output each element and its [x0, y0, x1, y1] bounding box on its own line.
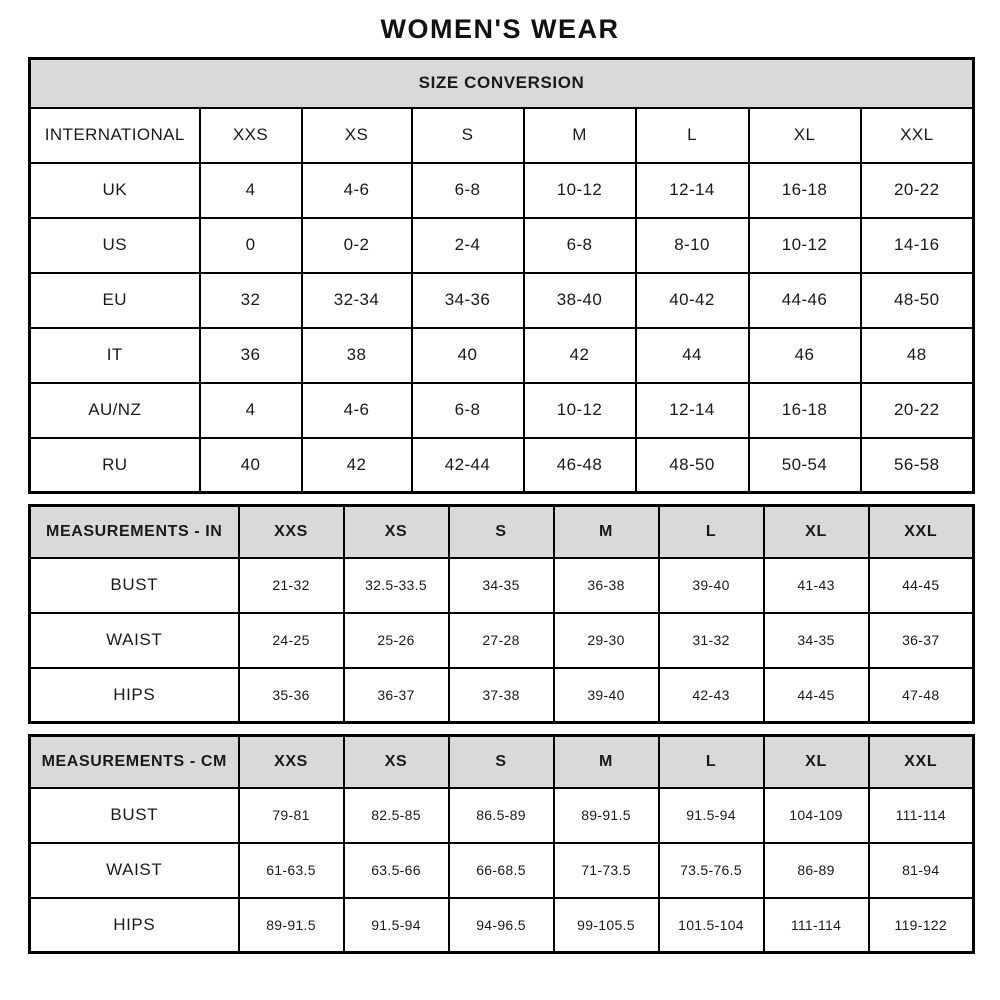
- size-value: 12-14: [636, 163, 749, 218]
- table-row-bust: [30, 788, 974, 843]
- measurement-value: 63.5-66: [344, 843, 449, 898]
- measurements-in-table: [28, 504, 975, 724]
- measurement-value: 21-32: [239, 558, 344, 613]
- measurements-in-header-row: [30, 506, 974, 558]
- measurement-value: 37-38: [449, 668, 554, 723]
- size-conversion-table: [28, 57, 975, 494]
- column-header-xxl: XXL: [869, 736, 974, 788]
- size-value: 10-12: [524, 163, 636, 218]
- size-value: 20-22: [861, 383, 974, 438]
- size-value: 42-44: [412, 438, 524, 493]
- measurement-value: 99-105.5: [554, 898, 659, 953]
- size-value: 16-18: [749, 163, 861, 218]
- measurement-value: 36-37: [869, 613, 974, 668]
- size-value: 48-50: [636, 438, 749, 493]
- column-header-xs: XS: [302, 108, 412, 163]
- measurement-value: 73.5-76.5: [659, 843, 764, 898]
- size-value: 2-4: [412, 218, 524, 273]
- size-value: 42: [524, 328, 636, 383]
- column-header-xxs: XXS: [200, 108, 302, 163]
- measurement-value: 89-91.5: [239, 898, 344, 953]
- table-row-hips: [30, 898, 974, 953]
- size-value: 6-8: [412, 383, 524, 438]
- column-header-xs: XS: [344, 736, 449, 788]
- row-label: WAIST: [30, 843, 239, 898]
- size-value: 50-54: [749, 438, 861, 493]
- size-value: 42: [302, 438, 412, 493]
- measurements-cm-header-row: [30, 736, 974, 788]
- size-conversion-column-header-row: [30, 108, 974, 163]
- size-value: 4-6: [302, 383, 412, 438]
- size-value: 20-22: [861, 163, 974, 218]
- table-row-ru: [30, 438, 974, 493]
- column-header-l: L: [636, 108, 749, 163]
- row-label: BUST: [30, 558, 239, 613]
- column-header-xl: XL: [764, 736, 869, 788]
- measurement-value: 29-30: [554, 613, 659, 668]
- column-header-xxs: XXS: [239, 736, 344, 788]
- measurement-value: 86-89: [764, 843, 869, 898]
- measurement-value: 66-68.5: [449, 843, 554, 898]
- table-row-waist: [30, 843, 974, 898]
- size-value: 10-12: [749, 218, 861, 273]
- column-header-m: M: [524, 108, 636, 163]
- measurement-value: 101.5-104: [659, 898, 764, 953]
- size-value: 14-16: [861, 218, 974, 273]
- column-header-xxl: XXL: [869, 506, 974, 558]
- row-label: EU: [30, 273, 200, 328]
- measurement-value: 36-37: [344, 668, 449, 723]
- measurement-value: 94-96.5: [449, 898, 554, 953]
- row-label: IT: [30, 328, 200, 383]
- measurement-value: 81-94: [869, 843, 974, 898]
- measurement-value: 42-43: [659, 668, 764, 723]
- table-row-hips: [30, 668, 974, 723]
- size-value: 0-2: [302, 218, 412, 273]
- measurement-value: 44-45: [869, 558, 974, 613]
- size-conversion-banner-row: [30, 59, 974, 108]
- measurement-value: 39-40: [659, 558, 764, 613]
- measurement-value: 79-81: [239, 788, 344, 843]
- measurement-value: 44-45: [764, 668, 869, 723]
- measurement-value: 119-122: [869, 898, 974, 953]
- measurement-value: 25-26: [344, 613, 449, 668]
- column-header-l: L: [659, 736, 764, 788]
- size-value: 16-18: [749, 383, 861, 438]
- column-header-l: L: [659, 506, 764, 558]
- measurement-value: 71-73.5: [554, 843, 659, 898]
- measurement-value: 111-114: [869, 788, 974, 843]
- size-value: 46: [749, 328, 861, 383]
- measurement-value: 91.5-94: [659, 788, 764, 843]
- size-value: 40: [200, 438, 302, 493]
- size-value: 10-12: [524, 383, 636, 438]
- size-value: 48-50: [861, 273, 974, 328]
- size-value: 44-46: [749, 273, 861, 328]
- measurements-in-title: MEASUREMENTS - IN: [30, 506, 239, 558]
- row-label: WAIST: [30, 613, 239, 668]
- size-value: 56-58: [861, 438, 974, 493]
- measurement-value: 91.5-94: [344, 898, 449, 953]
- table-row-bust: [30, 558, 974, 613]
- measurement-value: 24-25: [239, 613, 344, 668]
- measurement-value: 27-28: [449, 613, 554, 668]
- size-value: 48: [861, 328, 974, 383]
- size-value: 0: [200, 218, 302, 273]
- size-value: 8-10: [636, 218, 749, 273]
- row-label: HIPS: [30, 898, 239, 953]
- size-value: 46-48: [524, 438, 636, 493]
- measurement-value: 82.5-85: [344, 788, 449, 843]
- size-value: 12-14: [636, 383, 749, 438]
- size-value: 40: [412, 328, 524, 383]
- size-conversion-banner: SIZE CONVERSION: [30, 59, 974, 108]
- size-value: 32-34: [302, 273, 412, 328]
- measurement-value: 31-32: [659, 613, 764, 668]
- table-row-us: [30, 218, 974, 273]
- measurements-cm-table: [28, 734, 975, 954]
- column-header-xxs: XXS: [239, 506, 344, 558]
- measurement-value: 39-40: [554, 668, 659, 723]
- column-header-m: M: [554, 506, 659, 558]
- size-value: 4-6: [302, 163, 412, 218]
- column-header-international: INTERNATIONAL: [30, 108, 200, 163]
- size-value: 38-40: [524, 273, 636, 328]
- row-label: RU: [30, 438, 200, 493]
- measurement-value: 36-38: [554, 558, 659, 613]
- table-row-uk: [30, 163, 974, 218]
- size-value: 32: [200, 273, 302, 328]
- column-header-s: S: [449, 736, 554, 788]
- row-label: UK: [30, 163, 200, 218]
- column-header-xxl: XXL: [861, 108, 974, 163]
- row-label: AU/NZ: [30, 383, 200, 438]
- column-header-m: M: [554, 736, 659, 788]
- column-header-xl: XL: [749, 108, 861, 163]
- table-row-eu: [30, 273, 974, 328]
- column-header-xl: XL: [764, 506, 869, 558]
- page-title: WOMEN'S WEAR: [380, 14, 620, 44]
- table-row-waist: [30, 613, 974, 668]
- measurement-value: 61-63.5: [239, 843, 344, 898]
- measurement-value: 89-91.5: [554, 788, 659, 843]
- column-header-s: S: [412, 108, 524, 163]
- row-label: BUST: [30, 788, 239, 843]
- measurement-value: 47-48: [869, 668, 974, 723]
- size-value: 40-42: [636, 273, 749, 328]
- column-header-xs: XS: [344, 506, 449, 558]
- measurement-value: 111-114: [764, 898, 869, 953]
- size-value: 44: [636, 328, 749, 383]
- size-value: 4: [200, 383, 302, 438]
- measurement-value: 35-36: [239, 668, 344, 723]
- measurement-value: 104-109: [764, 788, 869, 843]
- measurement-value: 86.5-89: [449, 788, 554, 843]
- size-value: 6-8: [412, 163, 524, 218]
- row-label: US: [30, 218, 200, 273]
- measurement-value: 41-43: [764, 558, 869, 613]
- measurements-cm-title: MEASUREMENTS - CM: [30, 736, 239, 788]
- size-value: 34-36: [412, 273, 524, 328]
- measurement-value: 34-35: [449, 558, 554, 613]
- column-header-s: S: [449, 506, 554, 558]
- size-value: 4: [200, 163, 302, 218]
- table-row-aunz: [30, 383, 974, 438]
- table-row-it: [30, 328, 974, 383]
- size-value: 6-8: [524, 218, 636, 273]
- measurement-value: 32.5-33.5: [344, 558, 449, 613]
- size-value: 36: [200, 328, 302, 383]
- row-label: HIPS: [30, 668, 239, 723]
- measurement-value: 34-35: [764, 613, 869, 668]
- size-value: 38: [302, 328, 412, 383]
